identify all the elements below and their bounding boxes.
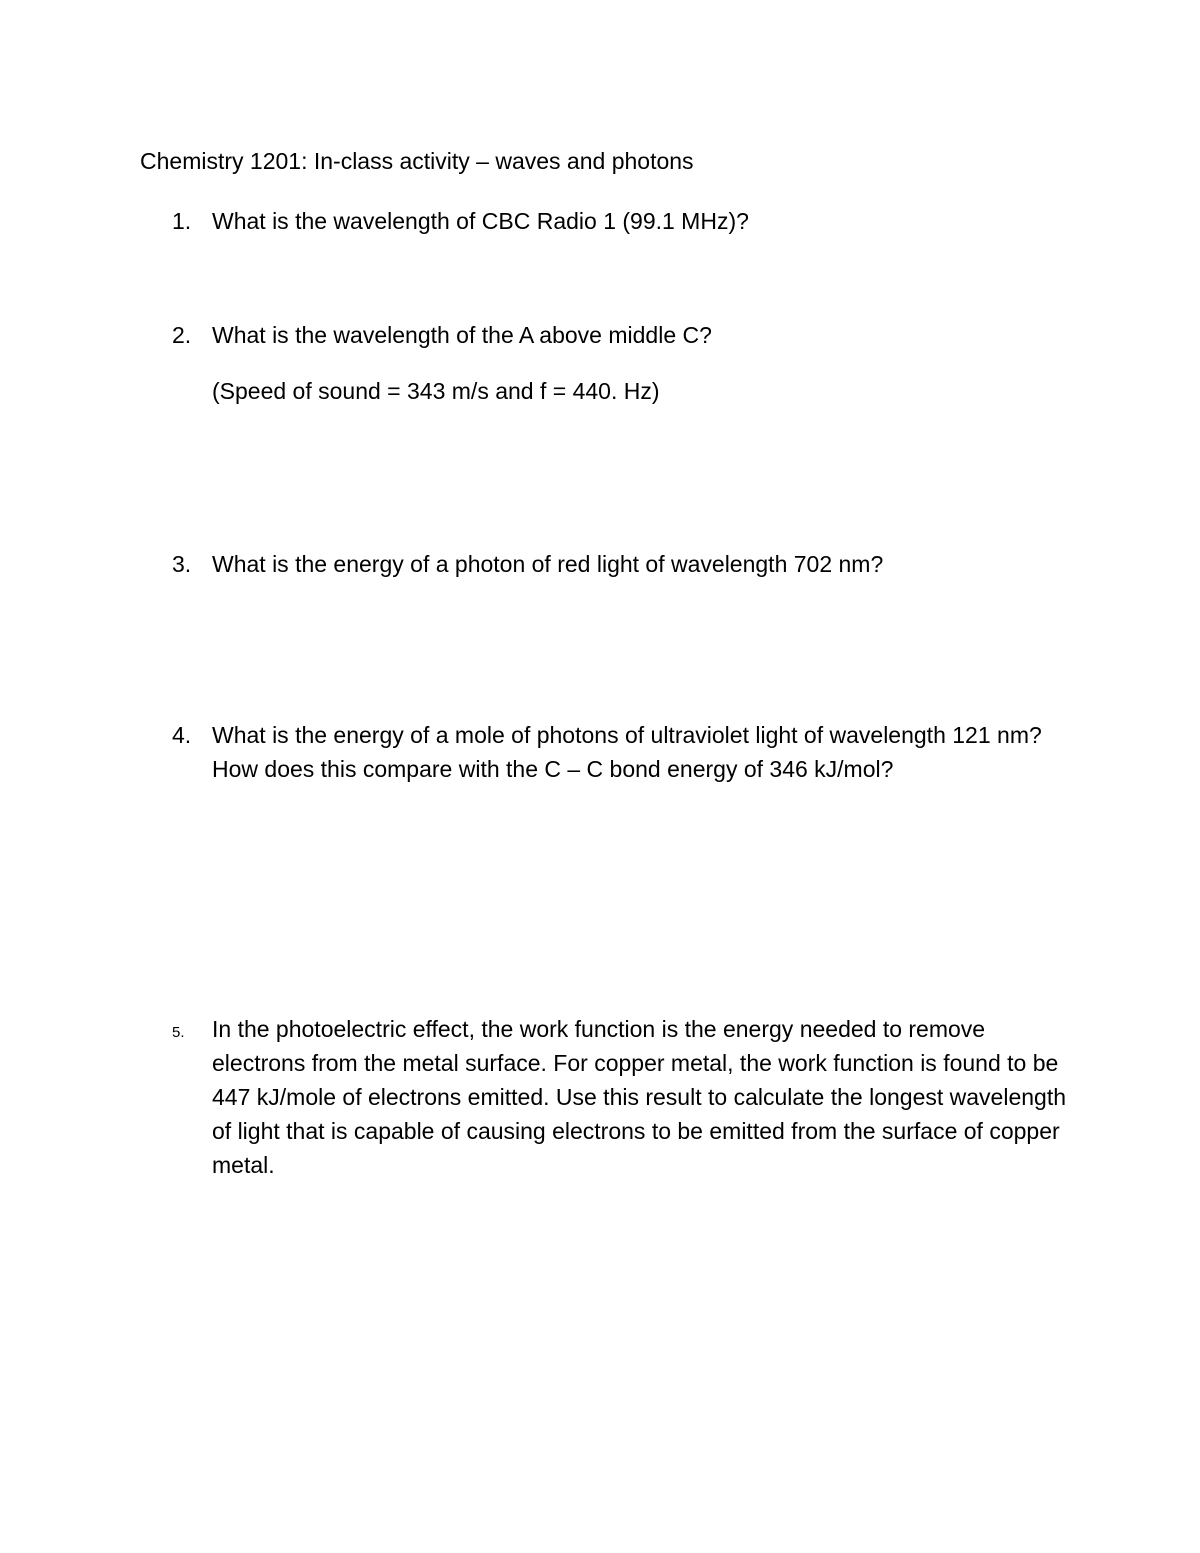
question-5 bbox=[172, 1012, 1072, 1182]
question-text: What is the wavelength of the A above middle C? bbox=[212, 322, 712, 348]
question-number: 1. bbox=[172, 208, 192, 234]
question-text: In the photoelectric effect, the work function is the energy needed to remove electrons from the metal surface. For copper metal, the work function is found to be 447 kJ/mole of electrons emitted. Use this result to calculate the longest wavelength of light that is capable of causing electrons to be emitted from the surface of copper metal. bbox=[212, 1016, 1067, 1178]
question-hint: (Speed of sound = 343 m/s and f = 440. Hz) bbox=[212, 378, 660, 404]
question-1 bbox=[172, 204, 1072, 238]
question-number: 4. bbox=[172, 722, 192, 748]
question-4 bbox=[172, 718, 1052, 786]
question-number: 2. bbox=[172, 322, 192, 348]
question-number: 5. bbox=[172, 1024, 185, 1041]
question-text: What is the energy of a mole of photons of ultraviolet light of wavelength 121 nm? How does this compare with the C – C bond energy of 346 kJ/mol? bbox=[212, 722, 1042, 782]
question-3 bbox=[172, 547, 1072, 581]
question-text: What is the energy of a photon of red light of wavelength 702 nm? bbox=[212, 551, 884, 577]
question-text: What is the wavelength of CBC Radio 1 (99.1 MHz)? bbox=[212, 208, 749, 234]
document-title: Chemistry 1201: In-class activity – waves and photons bbox=[140, 148, 694, 174]
question-number: 3. bbox=[172, 551, 192, 577]
question-2 bbox=[172, 318, 1072, 408]
